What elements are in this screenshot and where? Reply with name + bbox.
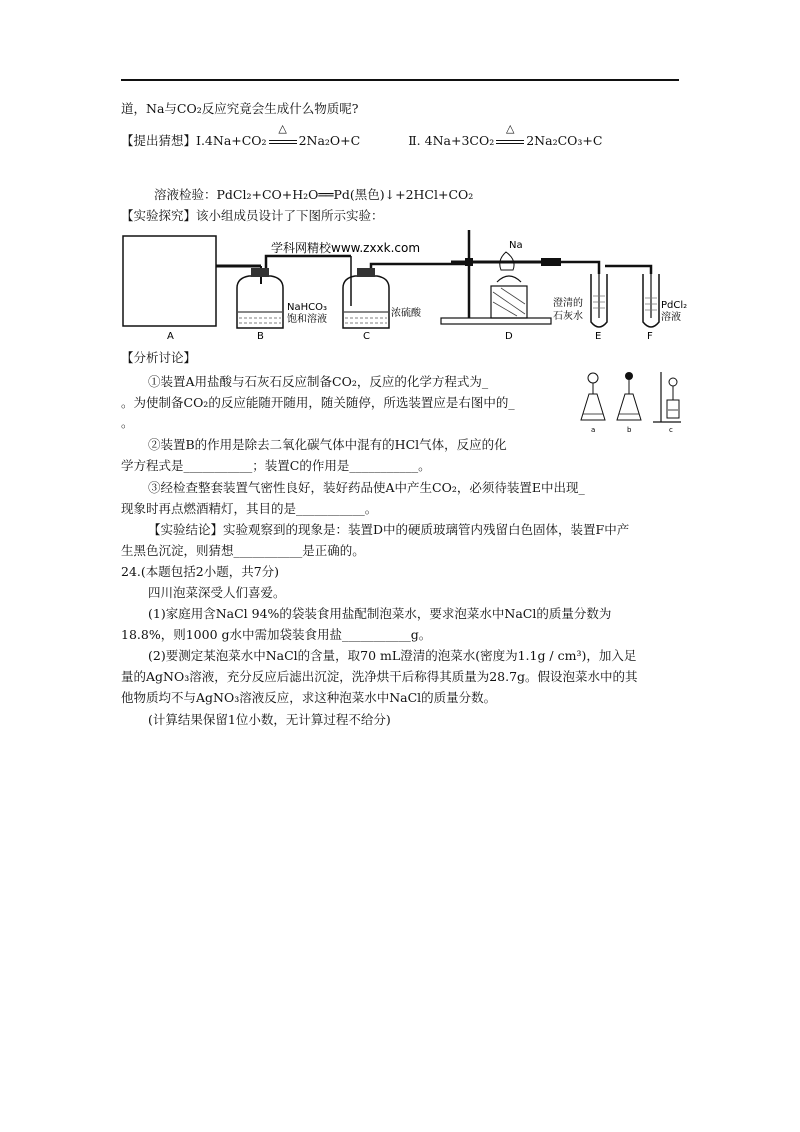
text-line: 学方程式是___________；装置C的作用是___________。 <box>121 458 431 473</box>
text-line: 【实验结论】实验观察到的现象是：装置D中的硬质玻璃管内残留白色固体，装置F中产 <box>148 522 630 537</box>
text-line: 他物质均不与AgNO₃溶液反应，求这种泡菜水中NaCl的质量分数。 <box>121 690 497 705</box>
text-line: 溶液检验：PdCl₂+CO+H₂O══Pd(黑色)↓+2HCl+CO₂ <box>154 187 474 202</box>
text-line: ③经检查整套装置气密性良好，装好药品使A中产生CO₂，必须待装置E中出现_ <box>148 480 585 495</box>
option-label-a: a <box>591 426 596 434</box>
hypothesis-label: 【提出猜想】 <box>121 133 197 148</box>
e-reagent-label: 澄清的 <box>553 298 583 309</box>
hypothesis-2-right: 2Na₂CO₃+C <box>526 133 603 148</box>
section-title: 【分析讨论】 <box>121 350 197 365</box>
label-d: D <box>505 331 513 342</box>
apparatus-e <box>591 266 651 327</box>
option-label-b: b <box>627 426 632 434</box>
hypothesis-2-left: Ⅱ. 4Na+3CO₂ <box>408 133 495 148</box>
b-reagent-label: 饱和溶液 <box>287 314 327 325</box>
text-line: ②装置B的作用是除去二氧化碳气体中混有的HCl气体，反应的化 <box>148 437 507 452</box>
apparatus-figure <box>121 226 688 346</box>
reaction-condition <box>267 122 299 149</box>
e-reagent-label: 石灰水 <box>553 311 583 322</box>
hypothesis-1-left: Ⅰ.4Na+CO₂ <box>196 133 267 148</box>
label-c: C <box>363 331 370 342</box>
text-line: 18.8%，则1000 g水中需加袋装食用盐___________g。 <box>121 627 432 642</box>
apparatus-a <box>123 236 216 326</box>
apparatus-f <box>643 274 659 327</box>
text-line: 道，Na与CO₂反应究竟会生成什么物质呢? <box>121 101 359 116</box>
text-line: 四川泡菜深受人们喜爱。 <box>148 585 286 600</box>
label-a: A <box>167 331 174 342</box>
text-line: 现象时再点燃酒精灯，其目的是___________。 <box>121 501 378 516</box>
heat-symbol: △ <box>506 122 515 135</box>
header-rule <box>121 79 679 81</box>
text-line: (2)要测定某泡菜水中NaCl的含量，取70 mL澄清的泡菜水(密度为1.1g / cm³)，加入足 <box>148 648 637 663</box>
option-b-apparatus <box>617 372 641 420</box>
label-f: F <box>647 331 653 342</box>
watermark-text: 学科网精校www.zxxk.com <box>271 241 421 255</box>
option-a-apparatus <box>581 373 605 420</box>
text-line: 生黑色沉淀，则猜想___________是正确的。 <box>121 543 365 558</box>
na-label: Na <box>509 240 523 251</box>
text-line: ①装置A用盐酸与石灰石反应制备CO₂，反应的化学方程式为_ <box>148 374 489 389</box>
label-e: E <box>595 331 602 342</box>
c-reagent-label: 浓硫酸 <box>391 308 421 319</box>
label-b: B <box>257 331 264 342</box>
f-reagent-label: PdCl₂ <box>661 300 688 311</box>
text-line: 。 <box>121 415 134 430</box>
text-line: (1)家庭用含NaCl 94%的袋装食用盐配制泡菜水，要求泡菜水中NaCl的质量分数为 <box>148 606 612 621</box>
text-line: 量的AgNO₃溶液，充分反应后滤出沉淀，洗净烘干后称得其质量为28.7g。假设泡菜水中的其 <box>121 669 638 684</box>
heat-symbol: △ <box>278 122 287 135</box>
f-reagent-label: 溶液 <box>661 312 681 323</box>
option-c-apparatus <box>653 372 681 422</box>
text-line: 。为使制备CO₂的反应能随开随用，随关随停，所选装置应是右图中的_ <box>121 395 515 410</box>
reaction-condition <box>494 122 526 149</box>
text-line: (计算结果保留1位小数，无计算过程不给分) <box>148 712 391 727</box>
hypothesis-1-right: 2Na₂O+C <box>298 133 361 148</box>
text-line: 【实验探究】该小组成员设计了下图所示实验： <box>121 208 384 223</box>
generator-options-figure <box>577 370 687 440</box>
hypothesis-line <box>121 122 603 149</box>
b-reagent-label: NaHCO₃ <box>287 302 327 313</box>
question-heading: 24.(本题包括2小题，共7分) <box>121 564 280 579</box>
option-label-c: c <box>669 426 673 434</box>
